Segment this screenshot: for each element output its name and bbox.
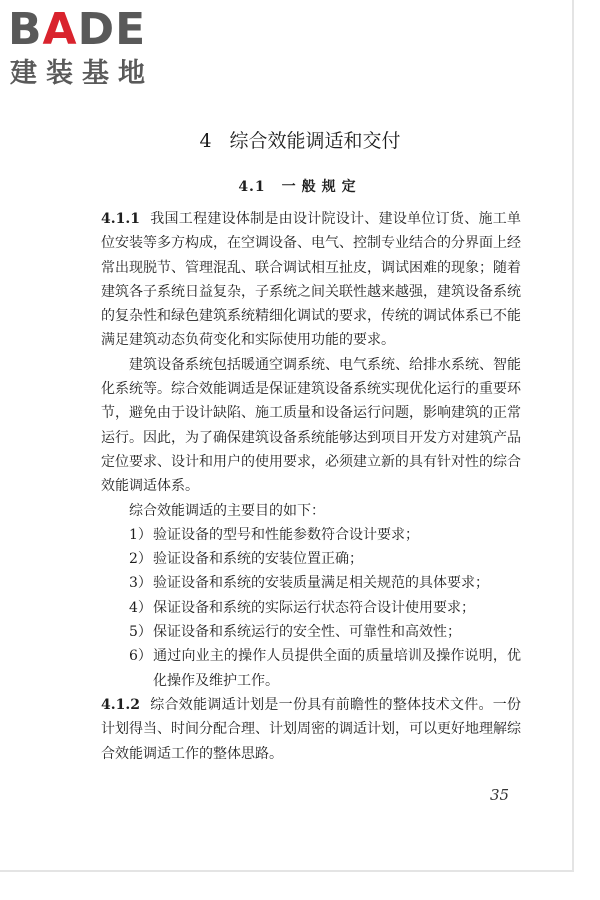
clause-number: 4.1.1 bbox=[101, 211, 140, 227]
chapter-number: 4 bbox=[199, 130, 212, 152]
page-number: 35 bbox=[490, 786, 510, 804]
logo-letters-1: B bbox=[8, 4, 43, 55]
list-item bbox=[101, 523, 521, 547]
list-item-text: 通过向业主的操作人员提供全面的质量培训及操作说明，优化操作及维护工作。 bbox=[153, 648, 521, 689]
list-item bbox=[101, 596, 521, 620]
section-title bbox=[0, 177, 600, 197]
clause-number: 4.1.2 bbox=[101, 696, 140, 713]
list-item-text: 保证设备和系统的实际运行状态符合设计使用要求； bbox=[153, 599, 475, 616]
clause-4-1-1-paragraph-2: 建筑设备系统包括暖通空调系统、电气系统、给排水系统、智能化系统等。综合效能调适是保证建筑设备系统实现优化运行的重要环节，避免由于设计缺陷、施工质量和设备运行问题，影响建筑的正常运行。因此，为了确保建筑设备系统能够达到项目开发方对建筑产品定位要求、设计和用户的使用要求，必须建立新的具有针对性的综合效能调适体系。 bbox=[101, 356, 521, 495]
body-text bbox=[101, 207, 521, 766]
bade-logo bbox=[8, 6, 183, 96]
list-item-number: 2） bbox=[129, 551, 152, 568]
list-item-number: 5） bbox=[129, 624, 152, 641]
list-item bbox=[101, 571, 521, 595]
logo-wordmark bbox=[8, 6, 146, 54]
section-number: 4.1 bbox=[238, 179, 266, 195]
logo-letters-2: DE bbox=[77, 4, 147, 55]
section-title-text: 一般规定 bbox=[281, 179, 362, 195]
list-item bbox=[101, 620, 521, 644]
list-item-number: 3） bbox=[129, 575, 152, 592]
clause-text: 综合效能调适计划是一份具有前瞻性的整体技术文件。一份计划得当、时间分配合理、计划周密的调适计划，可以更好地理解综合效能调适工作的整体思路。 bbox=[101, 696, 521, 762]
list-item-text: 验证设备和系统的安装质量满足相关规范的具体要求； bbox=[153, 575, 489, 592]
logo-letter-accent: A bbox=[42, 4, 78, 55]
clause-4-1-2-paragraph bbox=[101, 693, 521, 766]
page-edge-line bbox=[572, 0, 574, 872]
page-bottom-line bbox=[0, 870, 574, 872]
list-item bbox=[101, 644, 521, 693]
list-item-number: 1） bbox=[129, 526, 152, 543]
clause-text: 我国工程建设体制是由设计院设计、建设单位订货、施工单位安装等多方构成，在空调设备、电气、控制专业结合的分界面上经常出现脱节、管理混乱、联合调试相互扯皮，调试困难的现象；随着建筑各子系统日益复杂，子系统之间关联性越来越强，建筑设备系统的复杂性和绿色建筑系统精细化调试的要求，传统的调试体系已不能满足建筑动态负荷变化和实际使用功能的要求。 bbox=[101, 211, 521, 349]
list-item-number: 4） bbox=[129, 599, 152, 616]
objectives-list bbox=[101, 523, 521, 693]
logo-subtitle: 建装基地 bbox=[10, 58, 154, 89]
list-item-text: 验证设备和系统的安装位置正确； bbox=[153, 551, 363, 568]
list-item-text: 验证设备的型号和性能参数符合设计要求； bbox=[153, 526, 419, 543]
list-item bbox=[101, 547, 521, 571]
chapter-title-text: 综合效能调适和交付 bbox=[229, 130, 401, 152]
clause-4-1-1-paragraph-3: 综合效能调适的主要目的如下： bbox=[129, 502, 325, 519]
list-item-text: 保证设备和系统运行的安全性、可靠性和高效性； bbox=[153, 624, 461, 641]
clause-4-1-1-paragraph bbox=[101, 207, 521, 353]
list-item-number: 6） bbox=[129, 648, 152, 665]
chapter-title bbox=[0, 128, 600, 154]
